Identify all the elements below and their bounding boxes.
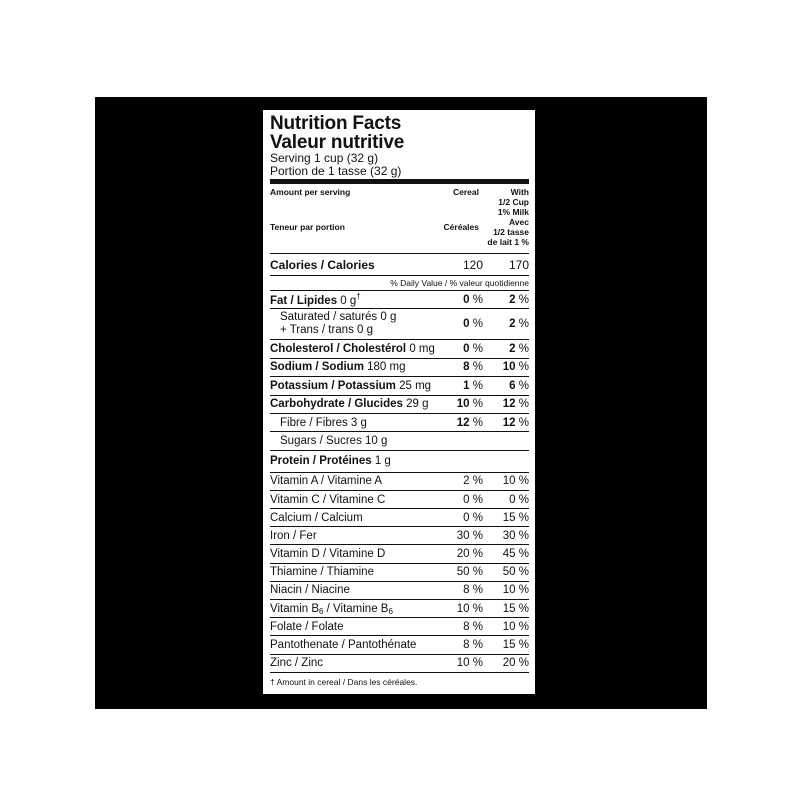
title-french: Valeur nutritive (270, 132, 405, 153)
vitamin-label: Iron / Fer (270, 529, 317, 542)
sodium-dv-cereal: 8 (463, 361, 470, 374)
vitamin-dv-milk: 45 % (502, 548, 529, 561)
protein-amount: 1 g (374, 455, 391, 468)
vitamin-dv-cereal: 0 % (463, 511, 483, 524)
amount-fr: Teneur par portion (270, 222, 345, 232)
vitamin-row (270, 582, 529, 600)
saturated-dv-milk: 2 (509, 318, 516, 331)
protein-row (270, 451, 529, 473)
vitamin-row (270, 636, 529, 654)
dagger: † (356, 292, 361, 302)
cereal-fr: Céréales (443, 222, 479, 232)
sodium-dv-milk: 10 (502, 361, 516, 374)
calories-cereal: 120 (462, 257, 483, 272)
fat-dv-cereal: 0 (463, 293, 470, 306)
vitamin-dv-milk: 15 % (502, 511, 529, 524)
milk-header-line: 1/2 tasse (493, 227, 529, 237)
milk-column-header (479, 187, 529, 253)
vitamin-dv-milk: 50 % (502, 566, 529, 579)
vitamin-label: Folate / Folate (270, 620, 344, 633)
pct-sign: % (472, 416, 483, 429)
vitamin-row (270, 491, 529, 509)
potassium-dv-cereal: 1 (463, 379, 470, 392)
vitamin-dv-milk: 15 % (502, 602, 529, 615)
sodium-amount: 180 mg (367, 361, 406, 374)
vitamin-dv-milk: 30 % (502, 529, 529, 542)
pct-sign: % (518, 416, 529, 429)
protein-label: Protein / Protéines (270, 455, 372, 468)
vitamin-dv-cereal: 2 % (463, 475, 483, 488)
vitamin-dv-milk: 10 % (502, 584, 529, 597)
vitamin-dv-milk: 15 % (502, 639, 529, 652)
vitamin-row (270, 545, 529, 563)
pct-sign: % (472, 343, 483, 356)
calories-milk: 170 (508, 257, 529, 272)
vitamin-dv-cereal: 10 % (456, 602, 483, 615)
vitamin-dv-milk: 0 % (509, 493, 529, 506)
vitamin-label: Pantothenate / Pantothénate (270, 639, 417, 652)
nutrition-facts-label (263, 110, 535, 694)
pct-sign: % (472, 398, 483, 411)
saturated-dv-cereal: 0 (463, 318, 470, 331)
vitamin-label: Thiamine / Thiamine (270, 566, 374, 579)
pct-sign: % (518, 293, 529, 306)
vitamin-b6-en: Vitamin B (270, 602, 320, 615)
fibre-dv-milk: 12 (502, 416, 516, 429)
amount-header (270, 187, 429, 253)
vitamin-dv-cereal: 30 % (456, 529, 483, 542)
milk-header-line: Avec (508, 217, 529, 227)
pct-sign: % (472, 379, 483, 392)
fat-dv-milk: 2 (509, 293, 516, 306)
vitamin-dv-cereal: 10 % (456, 657, 483, 670)
sugars-label: Sugars / Sucres 10 g (280, 435, 388, 448)
vitamin-row (270, 564, 529, 582)
sugars-row (270, 432, 529, 450)
vitamin-dv-milk: 10 % (502, 475, 529, 488)
carbohydrate-dv-milk: 12 (502, 398, 516, 411)
fibre-dv-cereal: 12 (456, 416, 470, 429)
subscript: 6 (319, 606, 324, 616)
saturated-row (270, 309, 529, 340)
vitamin-label: Niacin / Niacine (270, 584, 350, 597)
vitamin-label: Zinc / Zinc (270, 657, 324, 670)
fat-row (270, 291, 529, 309)
cholesterol-dv-milk: 2 (509, 343, 516, 356)
vitamin-label (270, 603, 439, 615)
vitamin-label: Calcium / Calcium (270, 511, 363, 524)
cereal-column-header (429, 187, 479, 253)
serving-french: Portion de 1 tasse (32 g) (270, 165, 529, 185)
daily-value-header: % Daily Value / % valeur quotidienne (270, 276, 529, 291)
trans-label: + Trans / trans 0 g (280, 324, 374, 337)
pct-sign: % (472, 361, 483, 374)
potassium-row (270, 377, 529, 395)
pct-sign: % (518, 318, 529, 331)
fibre-row (270, 414, 529, 432)
calories-label: Calories / Calories (270, 257, 375, 272)
vitamin-dv-cereal: 20 % (456, 548, 483, 561)
footnote: † Amount in cereal / Dans les céréales. (270, 676, 418, 687)
vitamin-label: Vitamin D / Vitamine D (270, 548, 386, 561)
pct-sign: % (472, 293, 483, 306)
sodium-row (270, 359, 529, 377)
cholesterol-dv-cereal: 0 (463, 343, 470, 356)
title-english: Nutrition Facts (270, 113, 402, 134)
potassium-dv-milk: 6 (509, 379, 516, 392)
cholesterol-label: Cholesterol / Cholestérol (270, 343, 407, 356)
vitamin-b6-fr: / Vitamine B (323, 602, 389, 615)
milk-header-line: 1/2 Cup (498, 197, 529, 207)
vitamin-label: Vitamin A / Vitamine A (270, 475, 383, 488)
vitamin-row (270, 473, 529, 491)
pct-sign: % (518, 361, 529, 374)
vitamin-dv-cereal: 50 % (456, 566, 483, 579)
vitamin-row (270, 509, 529, 527)
subscript: 6 (388, 606, 393, 616)
vitamin-dv-milk: 10 % (502, 620, 529, 633)
carbohydrate-dv-cereal: 10 (456, 398, 470, 411)
fat-amount: 0 g (340, 295, 357, 308)
cholesterol-row (270, 340, 529, 358)
fat-label: Fat / Lipides (270, 295, 338, 308)
vitamin-dv-milk: 20 % (502, 657, 529, 670)
vitamin-row (270, 600, 529, 618)
saturated-label: Saturated / saturés 0 g (280, 311, 397, 324)
potassium-amount: 25 mg (399, 379, 432, 392)
pct-sign: % (518, 379, 529, 392)
pct-sign: % (472, 318, 483, 331)
vitamin-row (270, 618, 529, 636)
vitamin-row (270, 527, 529, 545)
calories-row (270, 254, 529, 276)
potassium-label: Potassium / Potassium (270, 379, 396, 392)
vitamin-dv-cereal: 8 % (463, 620, 483, 633)
amount-en: Amount per serving (270, 187, 351, 197)
vitamin-list (270, 473, 529, 673)
cholesterol-amount: 0 mg (409, 343, 435, 356)
vitamin-label: Vitamin C / Vitamine C (270, 493, 386, 506)
carbohydrate-label: Carbohydrate / Glucides (270, 398, 403, 411)
vitamin-dv-cereal: 0 % (463, 493, 483, 506)
vitamin-dv-cereal: 8 % (463, 584, 483, 597)
cereal-en: Cereal (453, 187, 479, 197)
column-header (270, 184, 529, 254)
sodium-label: Sodium / Sodium (270, 361, 364, 374)
carbohydrate-row (270, 396, 529, 414)
milk-header-line: 1% Milk (497, 207, 529, 217)
carbohydrate-amount: 29 g (406, 398, 429, 411)
vitamin-row (270, 655, 529, 673)
milk-header-line: With (510, 187, 529, 197)
serving-english: Serving 1 cup (32 g) (270, 151, 379, 165)
fibre-label: Fibre / Fibres 3 g (280, 416, 367, 429)
milk-header-line: de lait 1 % (487, 237, 529, 247)
pct-sign: % (518, 398, 529, 411)
vitamin-dv-cereal: 8 % (463, 639, 483, 652)
pct-sign: % (518, 343, 529, 356)
